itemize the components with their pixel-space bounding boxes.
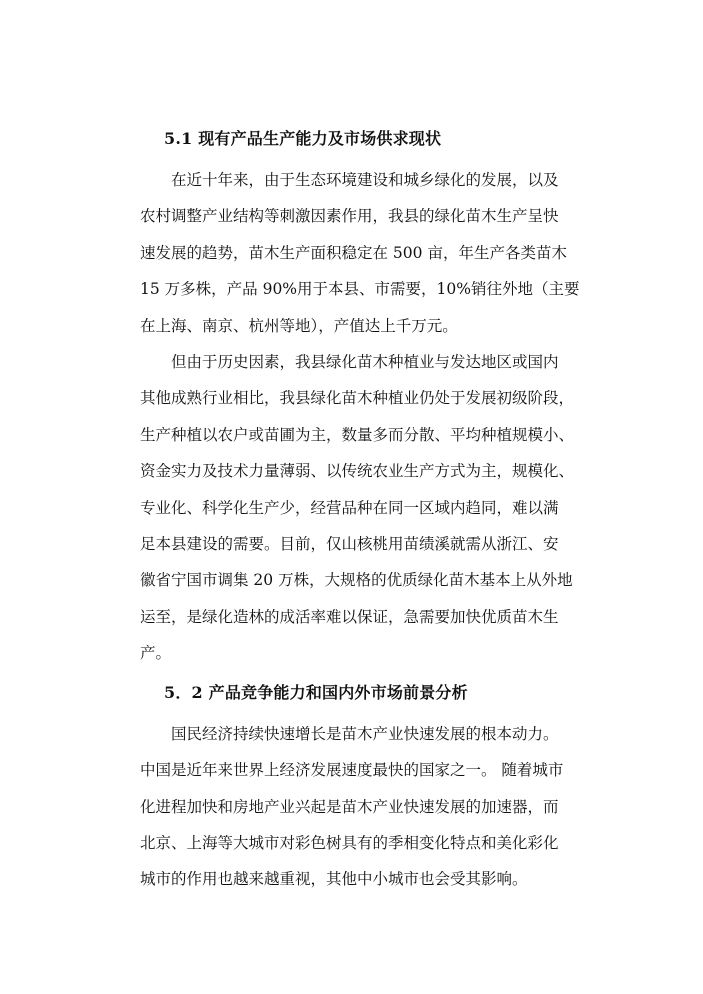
section-5-1 — [140, 128, 588, 672]
text-line: 农村调整产业结构等刺激因素作用，我县的绿化苗木生产呈快 — [140, 207, 559, 226]
text-line: 足本县建设的需要。目前，仅山核桃用苗绩溪就需从浙江、安 — [140, 535, 559, 554]
text-line: 在近十年来，由于生态环境建设和城乡绿化的发展，以及 — [171, 171, 559, 189]
text-line: 徽省宁国市调集 20 万株，大规格的优质绿化苗木基本上从外地 — [140, 571, 573, 590]
text-line: 中国是近年来世界上经济发展速度最快的国家之一。 随着城市 — [140, 761, 564, 780]
section-heading: 5.1 现有产品生产能力及市场供求现状 — [164, 129, 442, 148]
text-line: 产。 — [140, 644, 172, 663]
document-body — [140, 128, 588, 898]
text-line: 在上海、南京、杭州等地），产值达上千万元。 — [140, 316, 458, 335]
paragraph — [140, 344, 588, 672]
text-line: 国民经济持续快速增长是苗木产业快速发展的根本动力。 — [171, 724, 559, 743]
text-line: 其他成熟行业相比，我县绿化苗木种植业仍处于发展初级阶段， — [140, 389, 575, 408]
text-line: 但由于历史因素，我县绿化苗木种植业与发达地区或国内 — [171, 353, 559, 372]
text-line: 城市的作用也越来越重视，其他中小城市也会受其影响。 — [140, 870, 528, 889]
paragraph — [140, 716, 588, 898]
section-5-2 — [140, 682, 588, 898]
text-line: 化进程加快和房地产业兴起是苗木产业快速发展的加速器，而 — [140, 797, 559, 816]
text-line: 资金实力及技术力量薄弱、以传统农业生产方式为主，规模化、 — [140, 462, 575, 481]
section-heading: 5．2 产品竞争能力和国内外市场前景分析 — [164, 682, 468, 702]
text-line: 运至，是绿化造林的成活率难以保证，急需要加快优质苗木生 — [140, 607, 559, 626]
text-line: 速发展的趋势，苗木生产面积稳定在 500 亩，年生产各类苗木 — [140, 243, 567, 262]
text-line: 北京、上海等大城市对彩色树具有的季相变化特点和美化彩化 — [140, 833, 559, 852]
paragraph — [140, 162, 588, 344]
text-line: 专业化、科学化生产少，经营品种在同一区域内趋同，难以满 — [140, 498, 559, 517]
text-line: 15 万多株，产品 90%用于本县、市需要，10%销往外地（主要 — [140, 280, 580, 299]
text-line: 生产种植以农户或苗圃为主，数量多而分散、平均种植规模小、 — [140, 425, 575, 444]
